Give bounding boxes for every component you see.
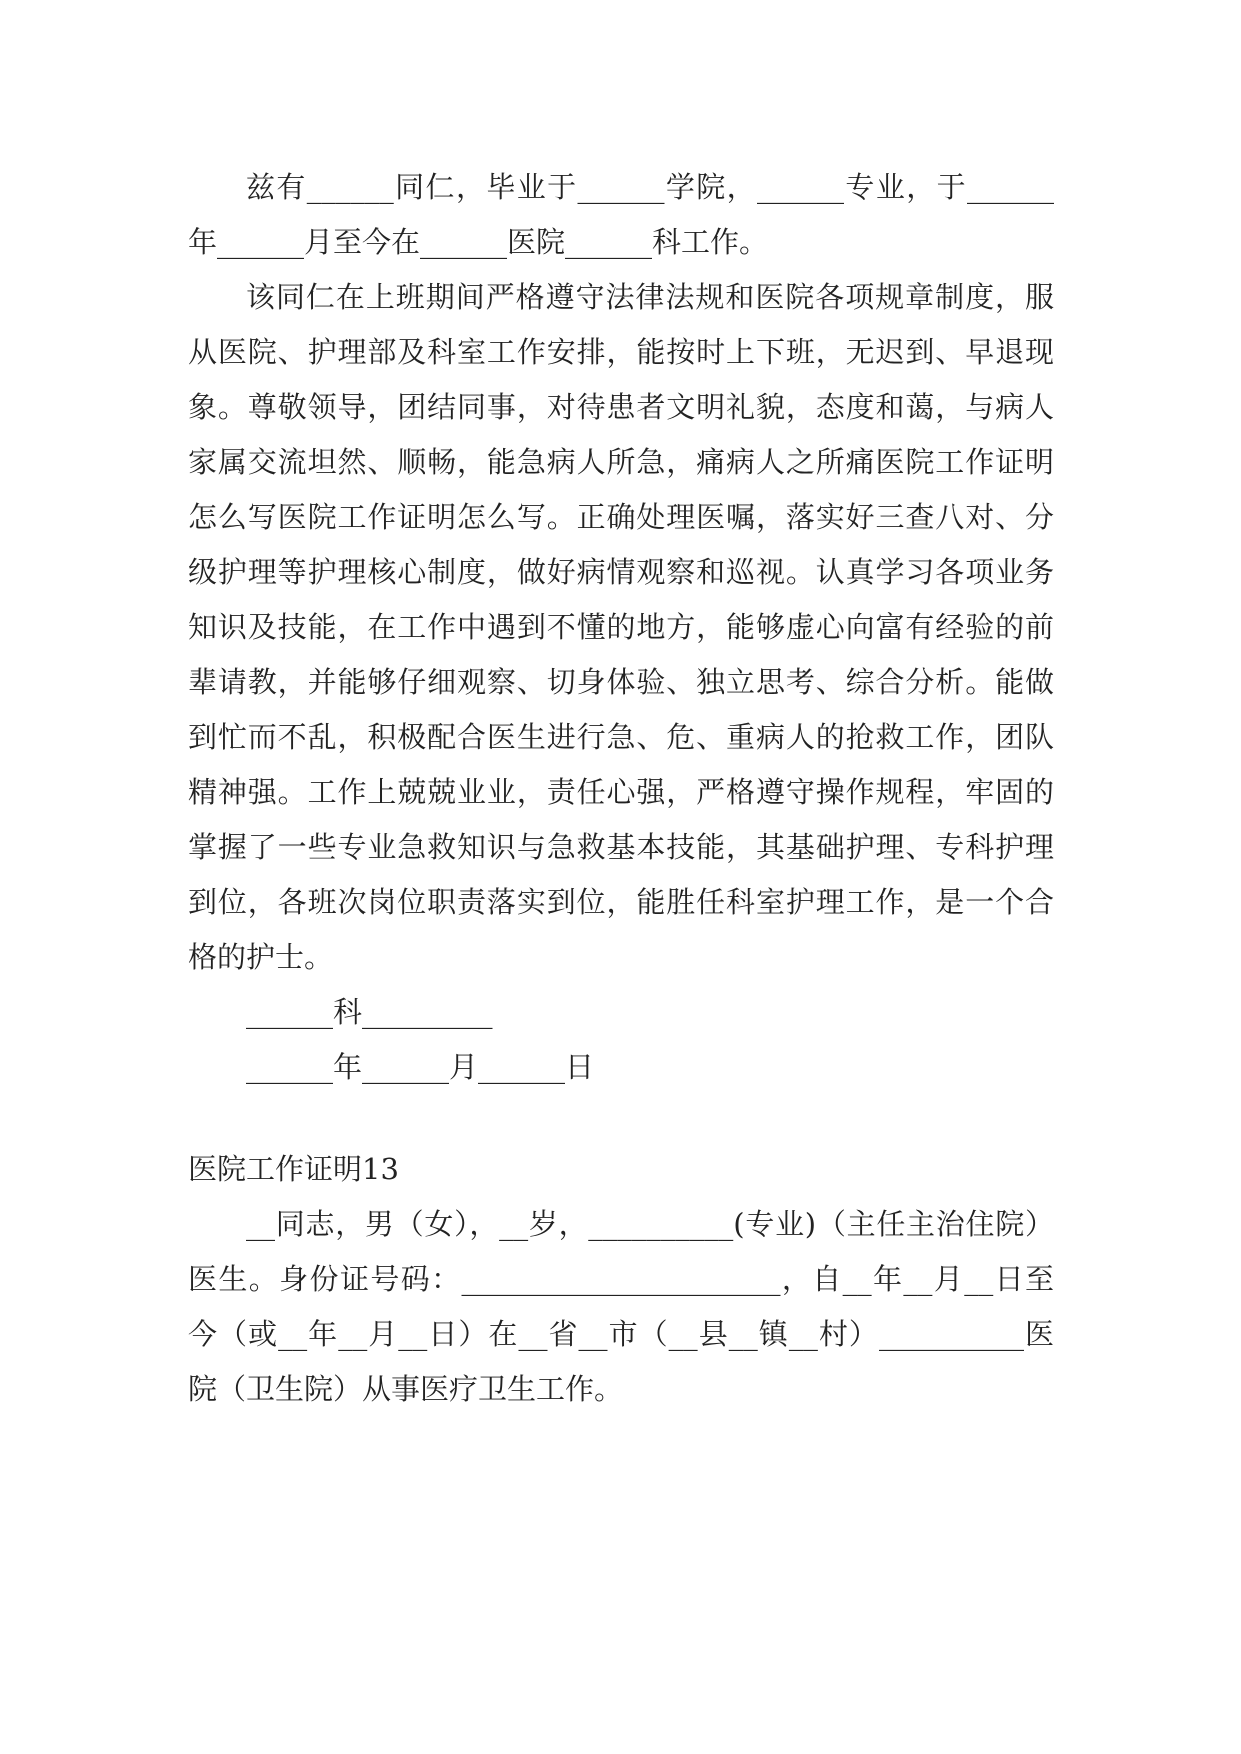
cert1-intro-paragraph: 兹有______同仁，毕业于______学院，______专业，于______年______月至今在______医院______科工作。 — [188, 170, 1054, 259]
document-body — [188, 160, 1054, 1417]
cert1-signature-department: ______科_________ — [246, 995, 493, 1029]
cert2-intro-paragraph: __同志，男（女），__岁，__________(专业)（主任主治住院）医生。身份证号码：______________________，自__年__月__日至今（或__年__月__日）在__省__市（__县__镇__村）__________医院（卫生院）从事医疗卫生工作。 — [188, 1207, 1054, 1406]
cert1-evaluation-paragraph: 该同仁在上班期间严格遵守法律法规和医院各项规章制度，服从医院、护理部及科室工作安排，能按时上下班，无迟到、早退现象。尊敬领导，团结同事，对待患者文明礼貌，态度和蔼，与病人家属交流坦然、顺畅，能急病人所急，痛病人之所痛医院工作证明怎么写医院工作证明怎么写。正确处理医嘱，落实好三查八对、分级护理等护理核心制度，做好病情观察和巡视。认真学习各项业务知识及技能，在工作中遇到不懂的地方，能够虚心向富有经验的前辈请教，并能够仔细观察、切身体验、独立思考、综合分析。能做到忙而不乱，积极配合医生进行急、危、重病人的抢救工作，团队精神强。工作上兢兢业业，责任心强，严格遵守操作规程，牢固的掌握了一些专业急救知识与急救基本技能，其基础护理、专科护理到位，各班次岗位职责落实到位，能胜任科室护理工作，是一个合格的护士。 — [188, 280, 1054, 974]
cert2-heading: 医院工作证明13 — [188, 1152, 399, 1186]
cert1-signature-date: ______年______月______日 — [246, 1050, 595, 1084]
